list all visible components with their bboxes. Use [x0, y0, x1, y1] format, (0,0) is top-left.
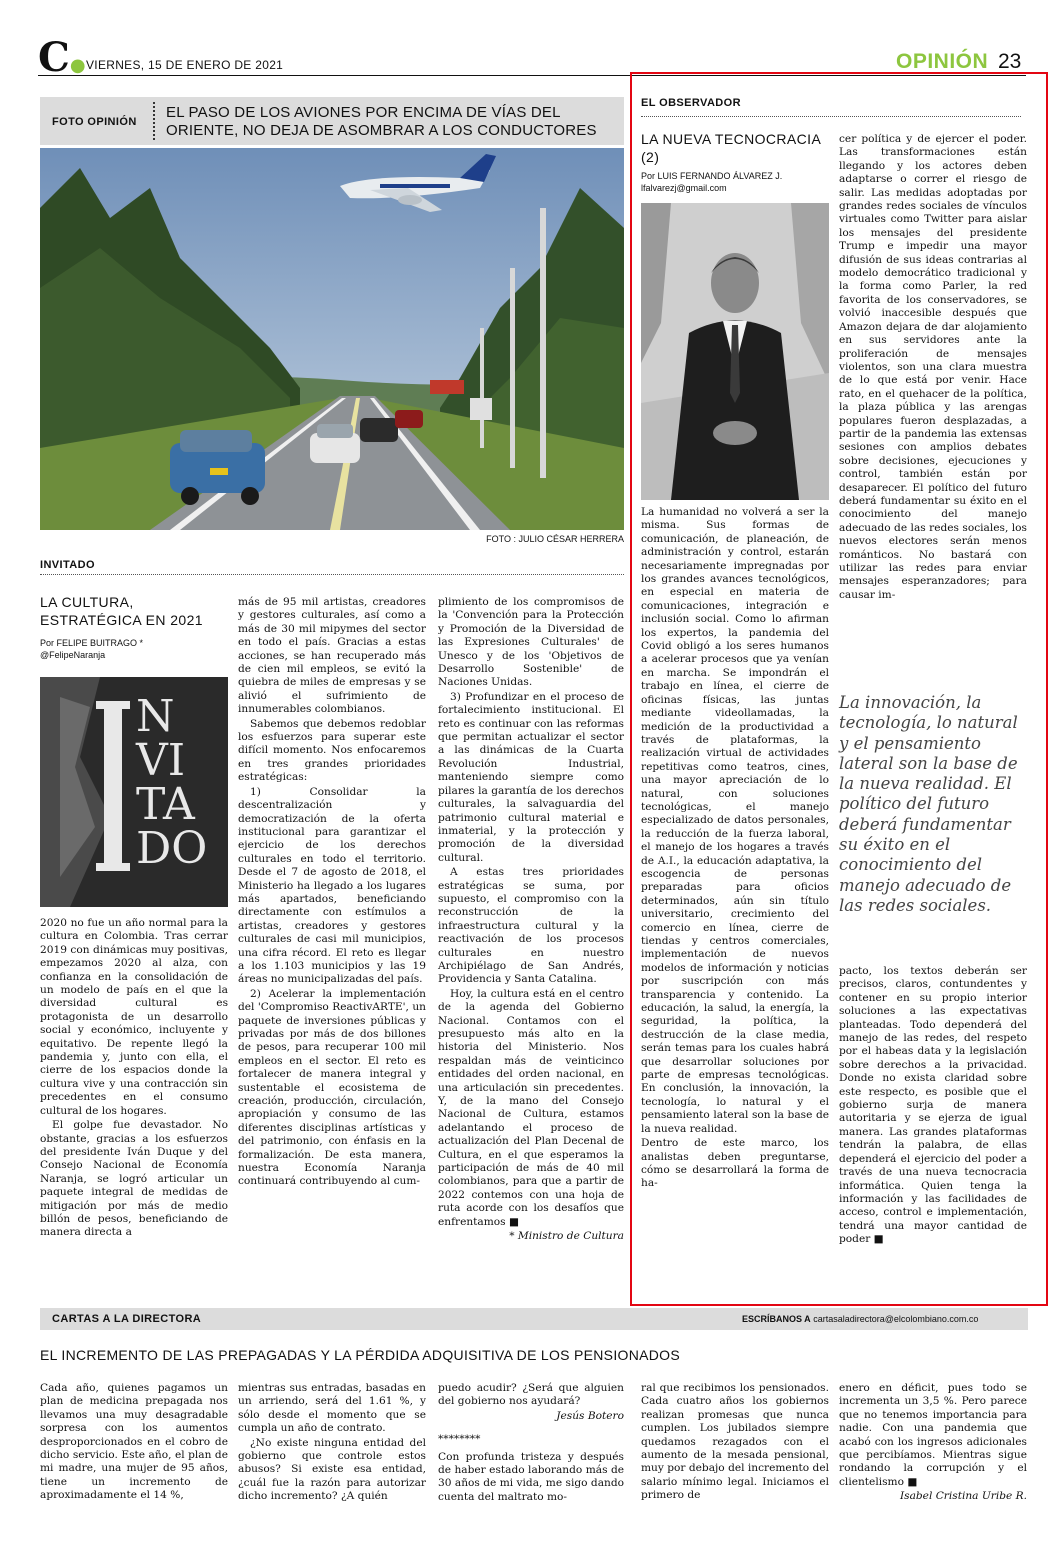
- paragraph: El golpe fue devastador. No obstante, gracias a los esfuerzos del presidente Iván Duque y del Consejo Nacional de Economía Naranja, se logró articular un paquete integral de medidas de mitigación por más de medio billón de pesos, beneficiando de manera directa a: [40, 1119, 228, 1239]
- cartas-write-label: ESCRÍBANOS A: [742, 1314, 811, 1324]
- invitado-column-2: [238, 596, 426, 1190]
- section-name: OPINIÓN: [896, 50, 989, 73]
- invitado-handle: @FelipeNaranja: [40, 650, 106, 660]
- cartas-column-3: [438, 1382, 624, 1505]
- foto-opinion-headline: EL PASO DE LOS AVIONES POR ENCIMA DE VÍAS DEL ORIENTE, NO DEJA DE ASOMBRAR A LOS CONDUCTORES: [166, 104, 597, 139]
- paragraph: puedo acudir? ¿Será que alguien del gobierno nos ayudará?: [438, 1382, 624, 1408]
- cartas-contact: [742, 1314, 978, 1324]
- invitado-byline: Por FELIPE BUITRAGO *: [40, 638, 144, 648]
- page-number: 23: [998, 50, 1022, 73]
- paragraph: 2) Acelerar la implementación del 'Compromiso ReactivARTE', un paquete de inversiones públicas y privadas por más de dos billones de pesos, para recuperar 100 mil empleos en el sector. El reto es fortalecer de manera integral y sustentable el ecosistema de creación, producción, circulación, apropiación y consumo de las diferentes disciplinas artísticas y del patrimonio, con énfasis en la formalización. De esta manera, nuestra Economía Naranja continuará contribuyendo al cum-: [238, 987, 426, 1188]
- graphic-letter-do: DO: [136, 823, 208, 874]
- paragraph: Dentro de este marco, los analistas deben preguntarse, cómo se desarrollará la forma de ha-: [641, 1137, 829, 1190]
- invitado-column-3: [438, 596, 624, 1245]
- invitado-section-tag: INVITADO: [40, 559, 95, 571]
- cartas-email-link[interactable]: cartasaladirectora@elcolombiano.com.co: [813, 1314, 979, 1324]
- newspaper-logo: C●: [38, 34, 86, 81]
- graphic-letter-n: N: [136, 691, 175, 742]
- cartas-headline: EL INCREMENTO DE LAS PREPAGADAS Y LA PÉRDIDA ADQUISITIVA DE LOS PENSIONADOS: [40, 1347, 680, 1363]
- paragraph: Sabemos que debemos redoblar los esfuerzos para superar este difícil momento. Nos enfocaremos en tres grandes prioridades estratégicas:: [238, 717, 426, 784]
- graphic-letter-ta: TA: [136, 779, 195, 830]
- cartas-column-1: [40, 1382, 228, 1504]
- paragraph: mientras sus entradas, basadas en un arriendo, será del 1.61 %, y sólo desde el momento que se cumpla un año de contrato.: [238, 1382, 426, 1435]
- paragraph: Con profunda tristeza y después de haber estado laborando más de 30 años de mi vida, me sigo dando cuenta del maltrato mo-: [438, 1450, 624, 1503]
- invitado-graphic: [40, 677, 228, 907]
- observador-rule: [641, 116, 1021, 117]
- foto-opinion-label: FOTO OPINIÓN: [52, 116, 137, 128]
- paragraph: Hoy, la cultura está en el centro de la agenda del Gobierno Nacional. Contamos con el presupuesto más alto en la historia del Ministerio. Nos respaldan más de veinticinco entidades del orden nacional, en una articulación sin precedentes. Y, de la mano del Consejo Nacional de Cultura, estamos adelantando el proceso de actualización del Plan Decenal de Cultura, en el que esperamos la participación de más de 40 mil colombianos, para que a partir de 2022 contemos con una hoja de ruta acorde con los desafíos que enfrentamos ■: [438, 987, 624, 1228]
- paragraph: 2020 no fue un año normal para la cultura en Colombia. Tras cerrar 2019 con dinámicas muy positivas, empezamos 2020 al alza, con confianza en la consolidación de un modelo de país en el que la diversidad cultural es protagonista de un desarrollo social y económico, incluyente y equitativo. De repente llegó la pandemia y, junto con ella, el cierre de los espacios donde la cultura vive y una contracción sin precedentes en el consumo cultural de los hogares.: [40, 917, 228, 1117]
- issue-date: VIERNES, 15 DE ENERO DE 2021: [86, 58, 284, 72]
- observador-column-1: [641, 506, 829, 1192]
- author-portrait: [641, 203, 829, 500]
- observador-email: lfalvarezj@gmail.com: [641, 183, 727, 193]
- cartas-label: CARTAS A LA DIRECTORA: [52, 1313, 202, 1325]
- paragraph: Cada año, quienes pagamos un plan de medicina prepagada nos llevamos una muy desagradable sorpresa con los aumentos desproporcionados en el cobro de dicho servicio. Este año, el plan de mi madre, una mujer de 95 años, tiene un incremento de aproximadamente el 14 %,: [40, 1382, 228, 1502]
- cartas-column-5: [839, 1382, 1027, 1505]
- observador-section-tag: EL OBSERVADOR: [641, 97, 741, 109]
- letter-signature: Isabel Cristina Uribe R.: [899, 1490, 1027, 1503]
- airplane-over-road-photo: [40, 148, 624, 530]
- pull-quote: La innovación, la tecnología, lo natural y el pensamiento lateral son la base de la nueva realidad. El político del futuro deberá fundamentar su éxito en el conocimiento del manejo adecuado de las redes sociales.: [839, 693, 1018, 915]
- graphic-letter-vi: VI: [136, 735, 186, 786]
- invitado-title: LA CULTURA, ESTRATÉGICA EN 2021: [40, 594, 203, 628]
- paragraph: 3) Profundizar en el proceso de fortalecimiento institucional. El reto es continuar con las reformas que permitan actualizar el sector a las dinámicas de la Cuarta Revolución Industrial, manteniendo siempre como pilares la garantía de los derechos culturales, la salvaguardia del patrimonio cultural material e inmaterial, y la protección y promoción de la diversidad cultural.: [438, 690, 624, 864]
- paragraph: enero en déficit, pues todo se incrementa un 3,5 %. Pero parece que no tenemos importancia para nadie. Con una pandemia que acabó con los ingresos adicionales que percibíamos. Mientras sigue rondando la corrupción y el clientelismo ■: [839, 1382, 1027, 1488]
- invitado-column-1: [40, 917, 228, 1241]
- paragraph: más de 95 mil artistas, creadores y gestores culturales, así como a más de 30 mil mipymes del sector en todo el país. Gracias a estas acciones, se han recuperado más de cien mil empleos, se evitó la quiebra de miles de empresas y se alivió el sufrimiento de innumerables colombianos.: [238, 596, 426, 716]
- observador-column-2-bottom: [839, 965, 1027, 1248]
- paragraph: plimiento de los compromisos de la 'Convención para la Protección y Promoción de la Diversidad de las Expresiones Culturales' de Unesco y de los 'Objetivos de Desarrollo Sostenible' de Naciones Unidas.: [438, 596, 624, 689]
- cartas-column-4: [641, 1382, 829, 1504]
- invitado-rule: [40, 574, 624, 575]
- paragraph: A estas tres prioridades estratégicas se suma, por supuesto, el compromiso con la reconstrucción de la infraestructura cultural y la reactivación de los procesos culturales en nuestro Archipiélago de San Andrés, Providencia y Santa Catalina.: [438, 866, 624, 986]
- graphic-letter-i: [40, 677, 41, 678]
- paragraph: cer política y de ejercer el poder. Las transformaciones están llegando y los actores deben adaptarse o correr el riesgo de salir. Las medidas adoptadas por grandes redes sociales de vínculos virtuales como Twitter para aislar los mensajes del presidente Trump e impedir una mayor difusión de sus ideas contrarias al modelo democrático tradicional y la forma como Parler, la red favorita de los conservadores, se volvió inaccesible después que Amazon dejara de dar alojamiento en sus servidores ante la proliferación de mensajes violentos, son una clara muestra de lo que está por venir. Hace rato, en el quehacer de la política, la plaza pública y las arengas populares fueron desplazadas, a partir de la pandemia las extensas sesiones con amplios debates sobre decisiones, ejecuciones y control, también están por desaparecer. El político del futuro deberá fundamentar su éxito en el conocimiento del manejo adecuado de las redes sociales, los nuevos electores serán menos románticos. No bastará con utilizar las redes para enviar mensajes esperanzadores; para causar im-: [839, 133, 1027, 601]
- observador-title: LA NUEVA TECNOCRACIA (2): [641, 131, 821, 165]
- paragraph: pacto, los textos deberán ser precisos, claros, contundentes y contener en su propio interior soluciones a las expectativas planteadas. Todo dependerá del manejo de las redes, del respeto por el habeas data y la legislación sobre derechos a la privacidad. Donde no exista claridad sobre este respecto, es posible que el gobierno surja de manera autoritaria y se ejerza de igual manera. Las grandes plataformas tendrán la palabra, de ellas dependerá el ejercicio del poder a través de una nueva tecnocracia informática. Quien tenga la información y las facilidades de acceso, control e implementación, tendrá una mayor cantidad de poder ■: [839, 965, 1027, 1246]
- foto-opinion-divider: [153, 102, 155, 140]
- observador-byline: Por LUIS FERNANDO ÁLVAREZ J.: [641, 171, 783, 181]
- observador-column-2-top: [839, 133, 1027, 603]
- paragraph: ral que recibimos los pensionados. Cada cuatro años los gobiernos realizan promesas que nunca cumplen. Los jubilados siempre quedamos rezagados con el aumento de la mesada pensional, muy por debajo del incremento del salario mínimo legal. Iniciamos el primero de: [641, 1382, 829, 1502]
- paragraph: 1) Consolidar la descentralización y democratización de la oferta institucional para garantizar el ejercicio de los derechos culturales en todo el territorio. Desde el 7 de agosto de 2018, el Ministerio ha llegado a los lugares más apartados, beneficiando directamente con estímulos a artistas, creadores y gestores culturales de casi mil municipios, una cifra récord. El reto es llegar a los 1.103 municipios y las 19 áreas no municipalizadas del país.: [238, 785, 426, 986]
- paragraph: ¿No existe ninguna entidad del gobierno que controle estos abusos? Si existe esa entidad, ¿cuál fue la razón para autorizar dicho incremento? ¿A quién: [238, 1436, 426, 1503]
- photo-credit: FOTO : JULIO CÉSAR HERRERA: [486, 534, 624, 544]
- letter-signature: Jesús Botero: [556, 1409, 624, 1422]
- paragraph: La humanidad no volverá a ser la misma. Sus formas de comunicación, de planeación, de administración y control, estarán necesariamente impregnadas por los grandes avances tecnológicos, en especial en materia de comunicaciones, integración e inclusión social. Como lo afirman los expertos, la pandemia del Covid obligó a los seres humanos a acelerar procesos que ya venían en marcha. Se impondrán el trabajo en línea, el cierre de oficinas físicas, las juntas mediante videollamadas, la medición de la productividad a través de plataformas, la realización virtual de actividades repetitivas como teatros, cines, una mayor apreciación de lo natural, con soluciones tecnológicas, el manejo especializado de datos personales, la reducción de la fuerza laboral, el manejo de los hogares a través de A.I., la educación adaptativa, la escogencia de personas preparadas para oficios determinados, aún sin título universitario, crecimiento del comercio en línea, cierre de tiendas y centros comerciales, implementación de nuevos modelos de información y noticias por suscripción con más transparencia y contenido. La educación, la salud, la energía, la seguridad, la política, la destrucción de la clase media, serán temas para los cuales habrá que desarrollar soluciones por parte de empresas tecnológicas. En conclusión, la innovación, la tecnología, lo natural y el pensamiento lateral son la base de la nueva realidad.: [641, 506, 829, 1135]
- cartas-column-2: [238, 1382, 426, 1505]
- author-footnote: * Ministro de Cultura: [509, 1230, 624, 1243]
- letter-separator: ********: [438, 1433, 481, 1446]
